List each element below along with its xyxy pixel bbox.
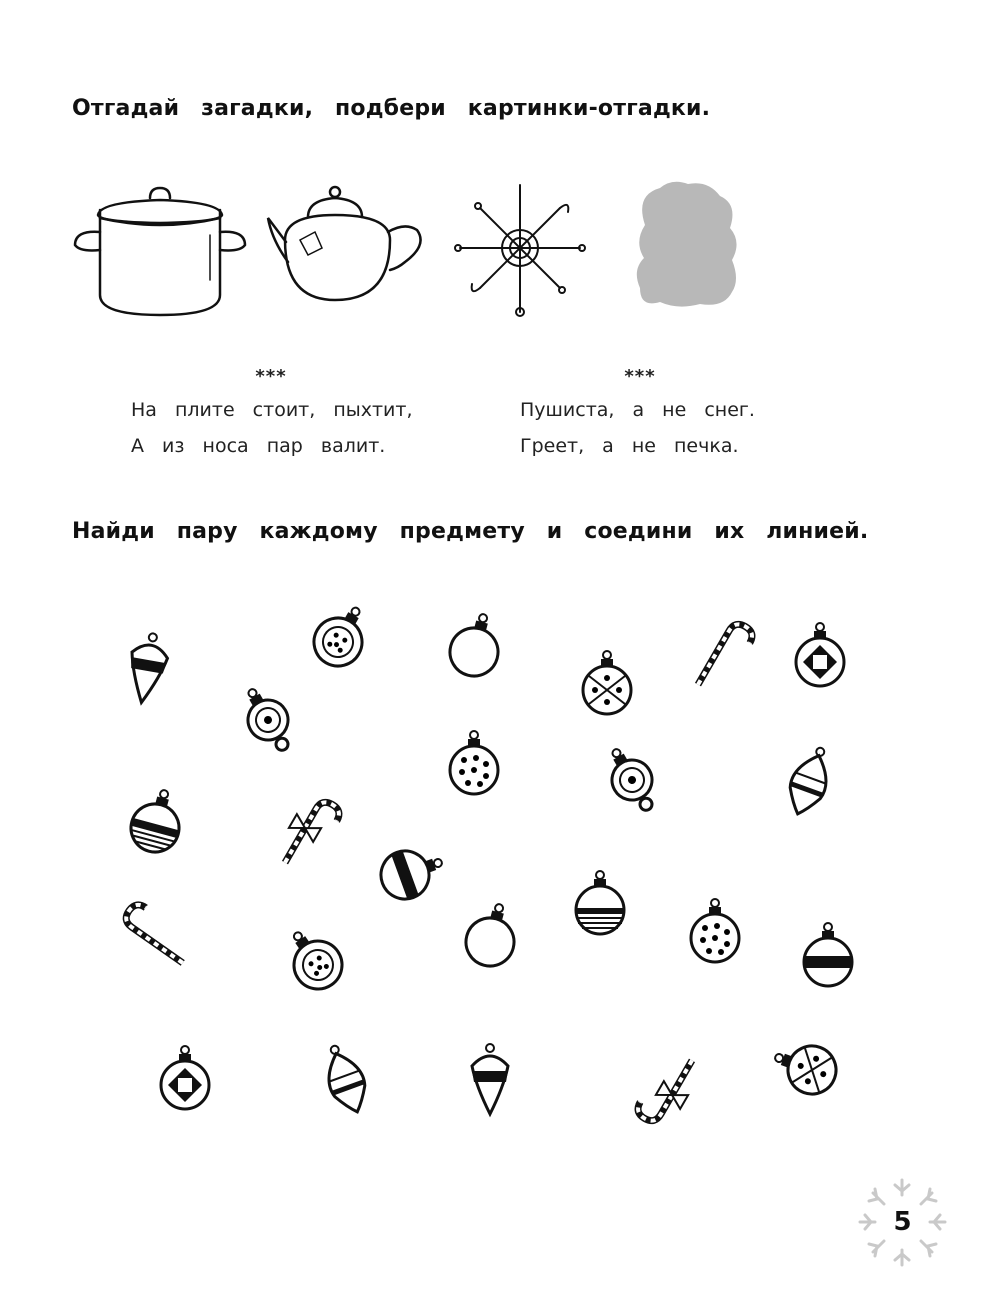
cone-ornament-icon [124,630,172,705]
ornaments-field [0,580,1000,1140]
striped-ball-ornament-icon [126,784,189,857]
lined-ball-ornament-icon [576,871,624,934]
task2-heading: Найди пару каждому предмету и соедини их линией. [72,519,869,544]
diamond-ball-ornament-icon [161,1046,209,1109]
candy-cane-with-bow-icon [273,792,343,875]
cone-ornament-icon [472,1044,508,1114]
diamond-ball-ornament-icon [796,623,844,686]
dotted-ball-ornament-icon [450,731,498,794]
band-ball-ornament-icon [804,923,852,986]
page-number: 5 [893,1207,912,1237]
dotted-ring-ornament-icon [305,596,378,675]
candy-cane-icon [122,901,196,963]
riddle-2-line-1: Пушиста, а не снег. [520,399,755,421]
riddle-pictures [60,170,760,330]
patterned-drop-ornament-icon [781,742,837,820]
diagonal-band-ball-ornament-icon [374,839,450,906]
plain-ball-ornament-icon [445,608,508,681]
dotted-ring-ornament-icon [276,919,351,998]
fluffy-silhouette-icon [637,182,737,307]
candy-cane-icon [698,621,756,697]
riddle-1 [131,366,413,459]
star-medallion-ornament-icon [233,680,302,760]
teapot-icon [268,187,421,300]
candy-cane-with-bow-icon [634,1048,704,1131]
task1-heading: Отгадай загадки, подбери картинки-отгадки. [72,96,711,121]
riddle-2 [520,366,760,459]
riddle-2-line-2: Греет, а не печка. [520,435,739,457]
cross-ball-ornament-icon [583,651,631,714]
plain-ball-ornament-icon [461,898,524,971]
riddle-1-stars: *** [255,366,287,387]
page-number-badge [855,1175,950,1270]
riddle-2-stars: *** [624,366,656,387]
snowflake-icon [455,185,585,316]
riddle-1-line-1: На плите стоит, пыхтит, [131,399,413,421]
star-medallion-ornament-icon [597,740,666,820]
patterned-drop-ornament-icon [317,1040,373,1118]
riddle-1-line-2: А из носа пар валит. [131,435,386,457]
pot-icon [75,188,245,315]
dotted-ball-ornament-icon [691,899,739,962]
cross-ball-ornament-icon [767,1034,843,1101]
